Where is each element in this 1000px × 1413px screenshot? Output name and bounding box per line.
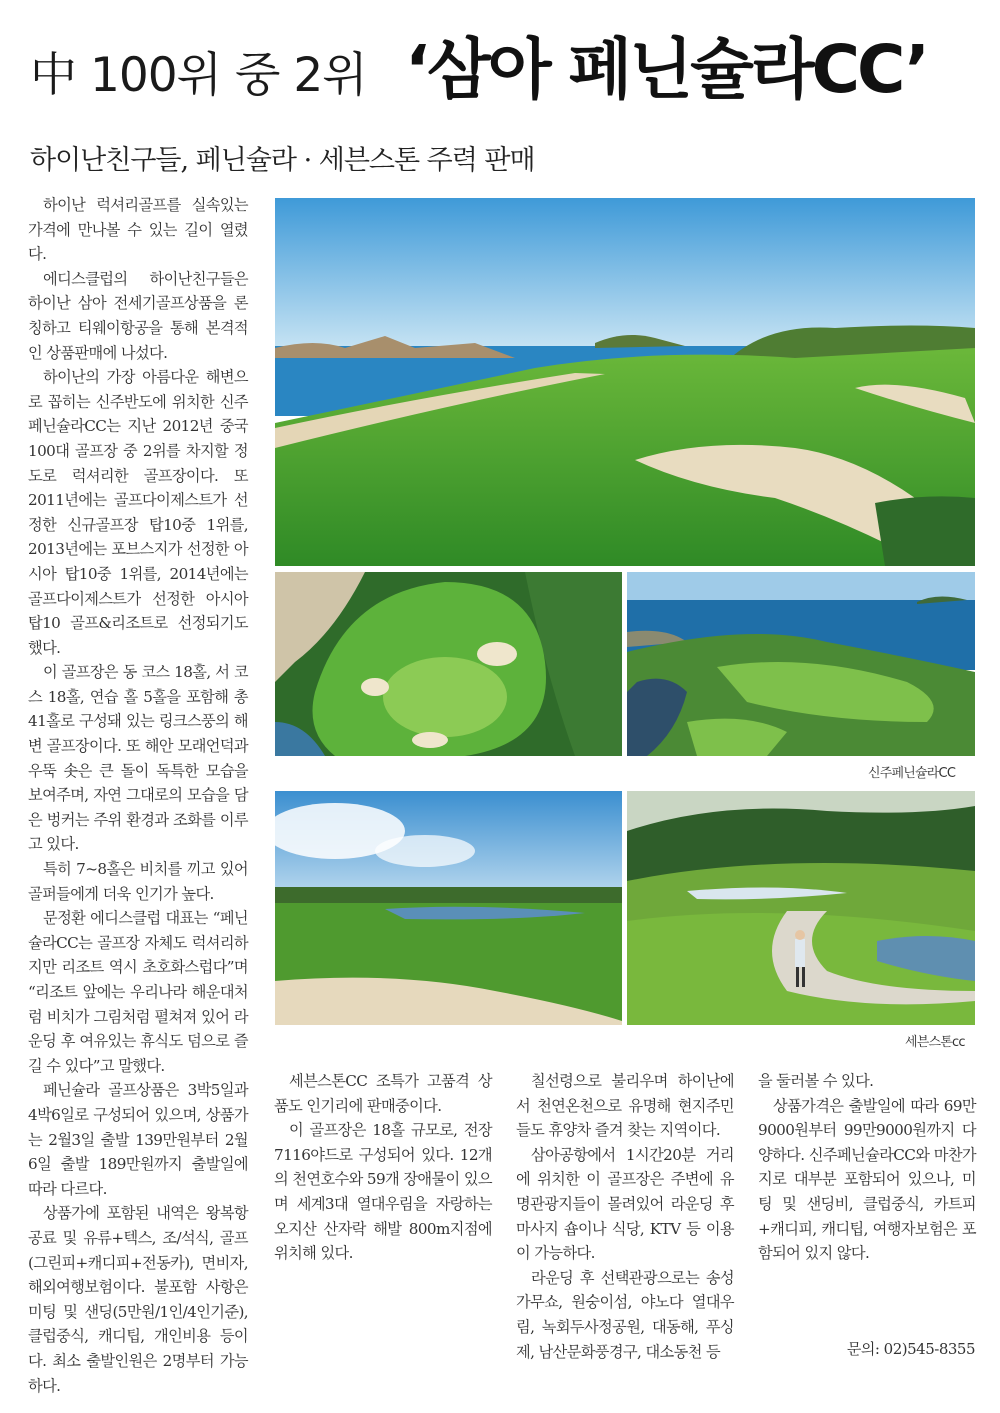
caption-peninsula: 신주페닌슐라CC — [868, 766, 956, 781]
sevenstone-lake-photo — [275, 791, 622, 1025]
paragraph: 페닌슐라 골프상품은 3박5일과 4박6일로 구성되어 있으며, 상품가는 2월3일 출발 139만원부터 2월6일 출발 189만원까지 출발일에 따라 다르다. — [28, 1081, 248, 1198]
caption-sevenstone: 세븐스톤cc — [905, 1035, 965, 1050]
paragraph: 하이난 럭셔리골프를 실속있는 가격에 만나볼 수 있는 길이 열렸다. — [28, 196, 248, 264]
subheadline: 하이난친구들, 페닌슐라 · 세븐스톤 주력 판매 — [30, 145, 535, 176]
article-column-1 — [28, 193, 248, 1398]
peninsula-main-photo — [275, 198, 975, 566]
article-column-4 — [758, 1069, 976, 1266]
article-column-2 — [274, 1069, 492, 1266]
paragraph: 상품가에 포함된 내역은 왕복항공료 및 유류+텍스, 조/석식, 골프(그린피+캐디피+전동카), 면비자, 해외여행보험이다. 불포함 사항은 미팅 및 샌딩(5만원/1인/4인기준), 클럽중식, 캐디팁, 개인비용 등이다. 최소 출발인원은 2명부터 가능하다. — [28, 1204, 248, 1395]
headline-big: ‘삼아 페닌슐라CC’ — [405, 31, 927, 108]
paragraph: 하이난의 가장 아름다운 해변으로 꼽히는 신주반도에 위치한 신주페닌슐라CC는 지난 2012년 중국 100대 골프장 중 2위를 차지할 정도로 럭셔리한 골프장이다. 또 2011년에는 골프다이제스트가 선정한 신규골프장 탑10중 1위를, 2013년에는 포브스지가 선정한 아시아 탑10중 1위를, 2014년에는 골프다이제스트가 선정한 아시아 탑10 골프&리조트로 선정되기도 했다. — [28, 368, 248, 657]
sevenstone-golfer-photo — [627, 791, 975, 1025]
paragraph: 칠선령으로 불리우며 하이난에서 천연온천으로 유명해 현지주민들도 휴양차 즐겨 찾는 지역이다. — [516, 1072, 734, 1140]
paragraph: 삼아공항에서 1시간20분 거리에 위치한 이 골프장은 주변에 유명관광지들이 몰려있어 라운딩 후 마사지 숍이나 식당, KTV 등 이용이 가능하다. — [516, 1145, 734, 1263]
paragraph: 이 골프장은 동 코스 18홀, 서 코스 18홀, 연습 홀 5홀을 포함해 총 41홀로 구성돼 있는 링크스풍의 해변 골프장이다. 또 해안 모래언덕과 우뚝 솟은 큰 돌이 독특한 모습을 보여주며, 자연 그대로의 모습을 담은 벙커는 주위 환경과 조화를 이루고 있다. — [28, 663, 248, 854]
paragraph: 특히 7~8홀은 비치를 끼고 있어 골퍼들에게 더욱 인기가 높다. — [28, 860, 248, 903]
paragraph: 상품가격은 출발일에 따라 69만9000원부터 99만9000원까지 다양하다. 신주페닌슐라CC와 마찬가지로 대부분 포함되어 있으나, 미팅 및 샌딩비, 클럽중식, 카트피+캐디피, 캐디팁, 여행자보험은 포함되어 있지 않다. — [758, 1096, 976, 1263]
contact-info: 문의: 02)545-8355 — [846, 1340, 975, 1358]
paragraph: 이 골프장은 18홀 규모로, 전장 7116야드로 구성되어 있다. 12개의 천연호수와 59개 장애물이 있으며 세계3대 열대우림을 자랑하는 오지산 산자락 해발 800m지점에 위치해 있다. — [274, 1121, 492, 1263]
paragraph: 라운딩 후 선택관광으로는 송성가무쇼, 원숭이섬, 야노다 열대우림, 녹회두사정공원, 대동해, 푸싱제, 남산문화풍경구, 대소동천 등 — [516, 1268, 734, 1361]
paragraph: 세븐스톤CC 조특가 고품격 상품도 인기리에 판매중이다. — [274, 1072, 492, 1115]
peninsula-coast-photo — [627, 572, 975, 756]
paragraph: 에디스클럽의 하이난친구들은 하이난 삼아 전세기골프상품을 론칭하고 티웨이항공을 통해 본격적인 상품판매에 나섰다. — [28, 269, 248, 362]
paragraph: 을 둘러볼 수 있다. — [758, 1072, 874, 1090]
peninsula-aerial-photo — [275, 572, 622, 756]
paragraph: 문정환 에디스클럽 대표는 “페닌슐라CC는 골프장 자체도 럭셔리하지만 리조트 역시 초호화스럽다”며 “리조트 앞에는 우리나라 해운대처럼 비치가 그림처럼 펼쳐져 있어 라운딩 후 여유있는 휴식도 덤으로 즐길 수 있다”고 말했다. — [28, 909, 248, 1075]
headline — [30, 10, 980, 110]
article-column-3 — [516, 1069, 734, 1364]
headline-small: 中 100위 중 2위 — [30, 48, 367, 103]
